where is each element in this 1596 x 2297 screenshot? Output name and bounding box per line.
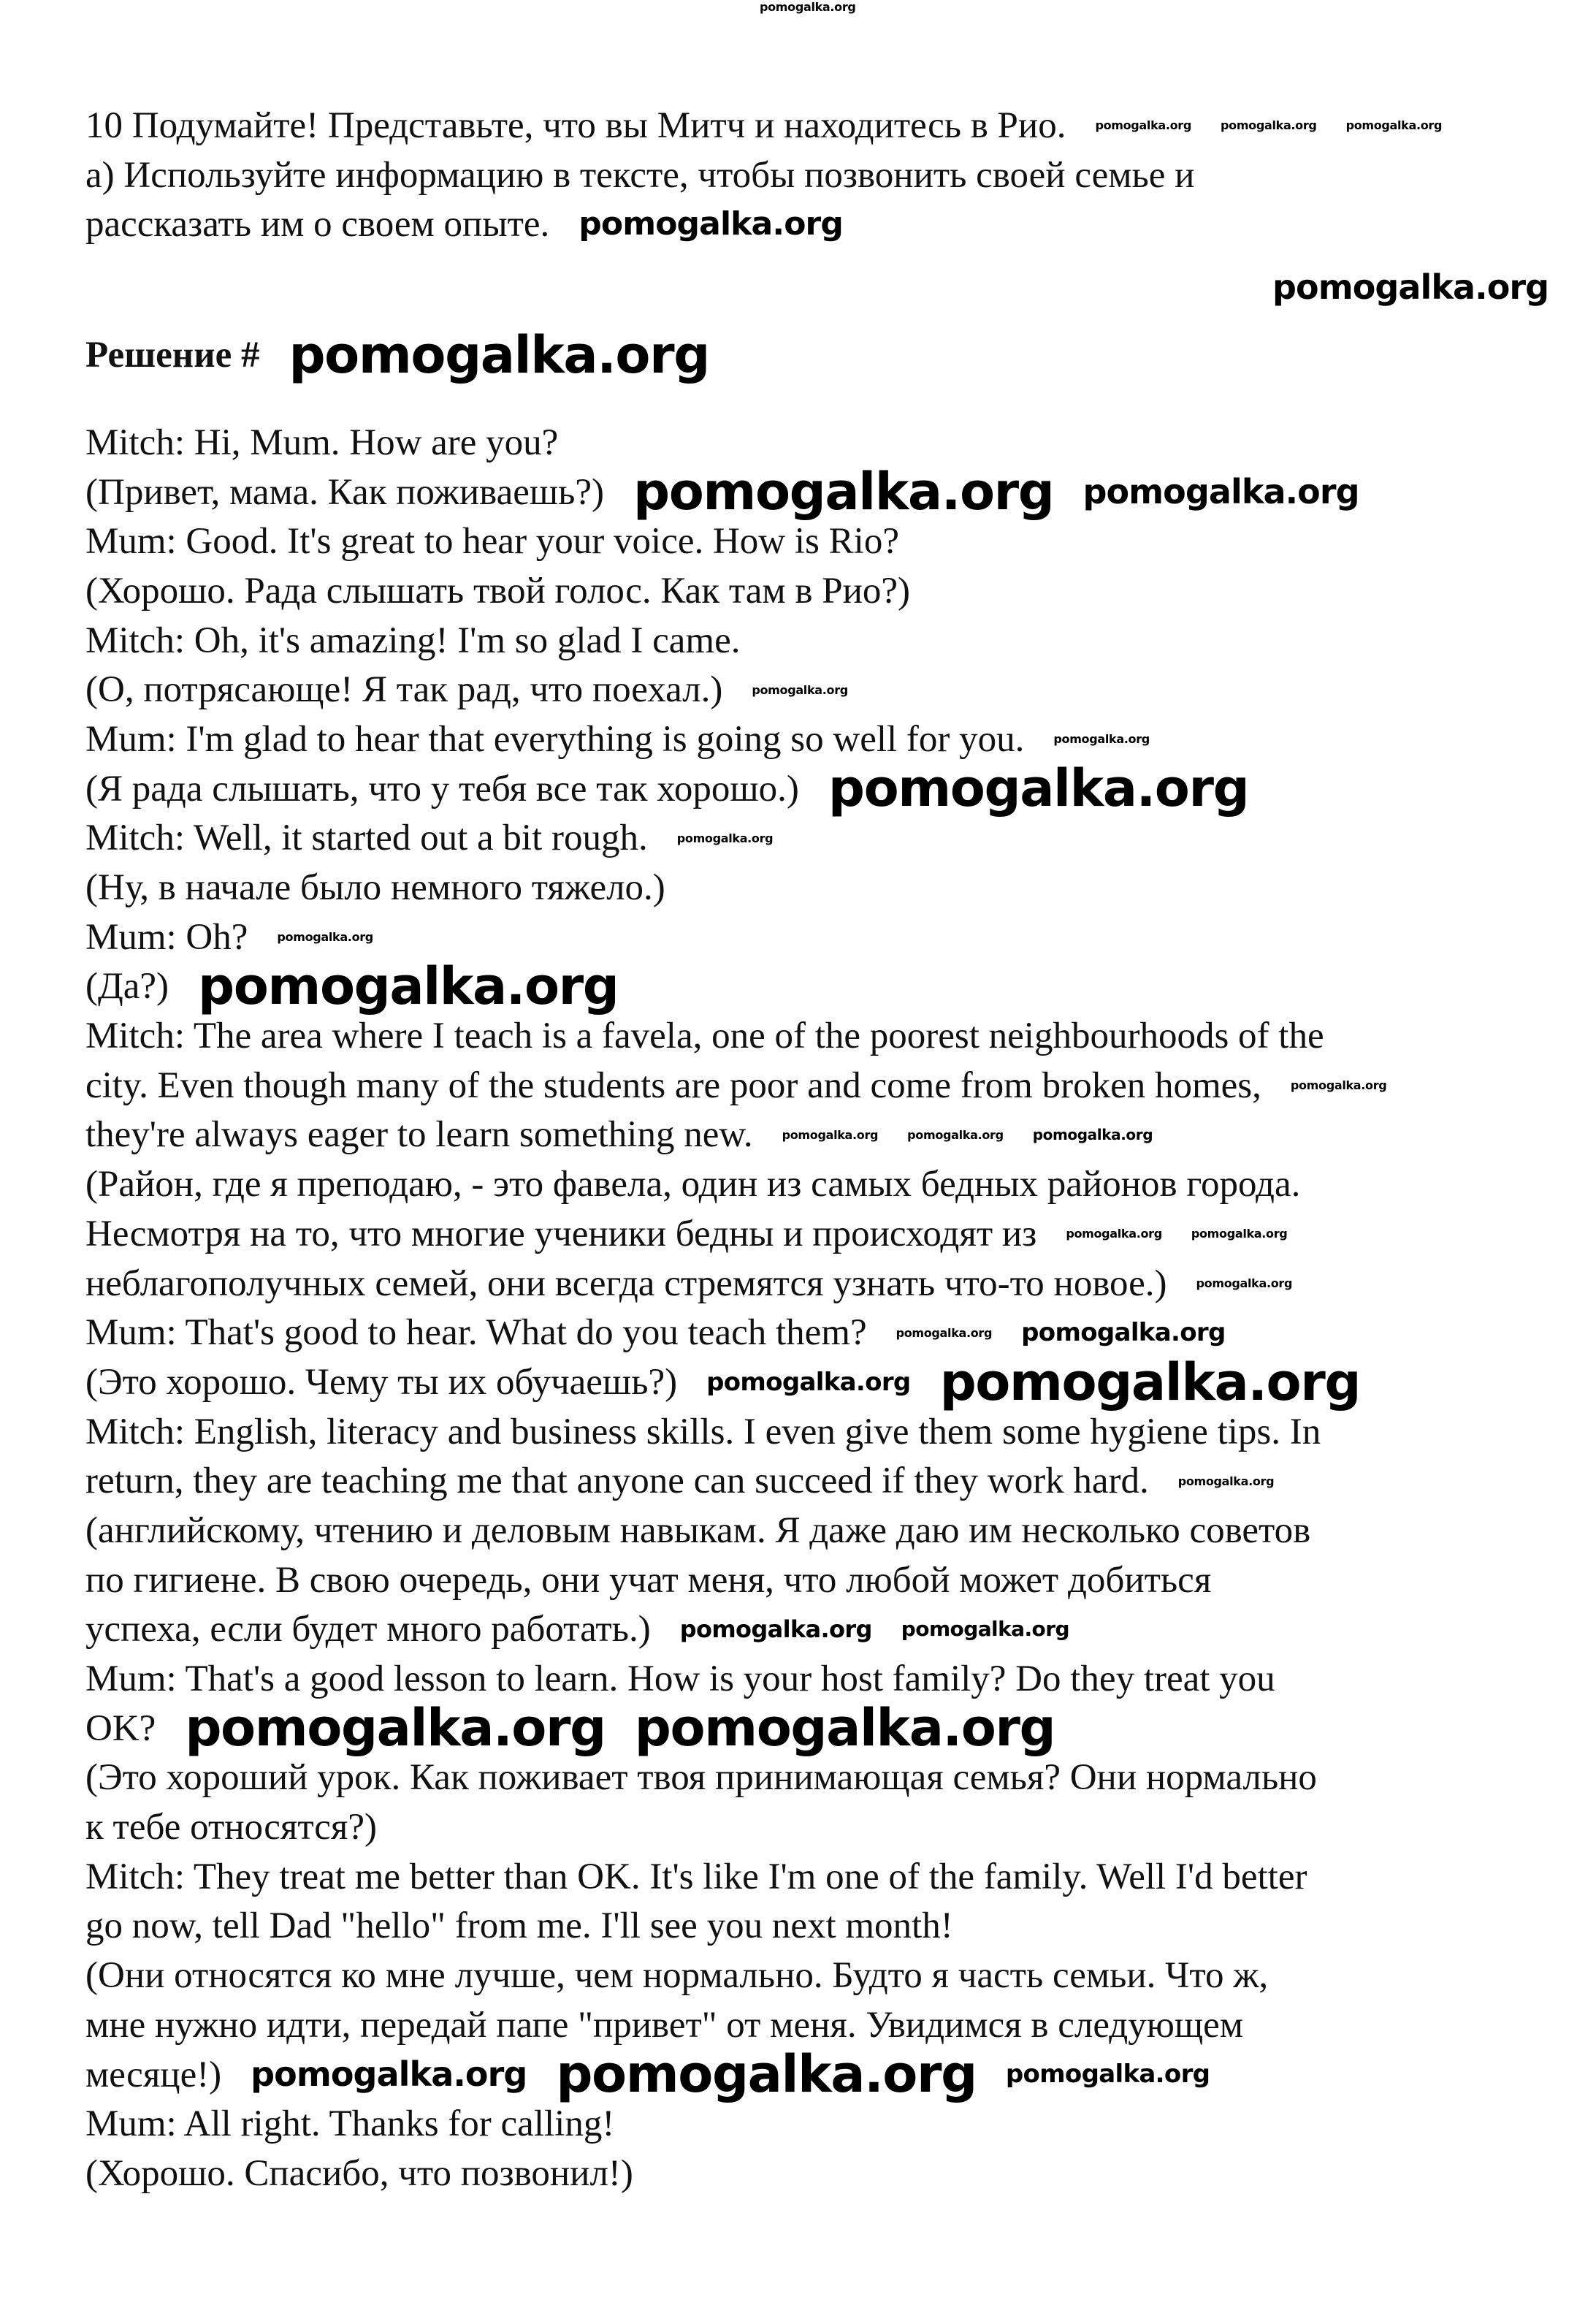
dialog-line — [85, 758, 1386, 819]
dialog-line — [85, 814, 1386, 864]
dialog-line — [85, 2099, 1386, 2149]
task-line — [85, 199, 1442, 249]
dialog-line-text: city. Even though many of the students are poor and come from broken homes, — [85, 1064, 1261, 1106]
task-text — [85, 101, 1442, 249]
solution-heading-row — [85, 324, 709, 385]
solution-heading: Решение # — [85, 334, 260, 376]
dialog-line-text: Mitch: The area where I teach is a favela, one of the poorest neighbourhoods of the — [85, 1016, 1324, 1057]
dialog-line-text: (Да?) — [85, 966, 169, 1007]
dialog-line — [85, 1209, 1386, 1259]
watermark-text: pomogalka.org — [251, 2054, 527, 2094]
dialog-line — [85, 1753, 1386, 1803]
watermark-text: pomogalka.org — [1345, 118, 1443, 133]
watermark-text: pomogalka.org — [1177, 1474, 1275, 1488]
dialog-line-text: (Ну, в начале было немного тяжело.) — [85, 867, 665, 909]
dialog-line-text: Mitch: Well, it started out a bit rough. — [85, 818, 648, 859]
watermark-text: pomogalka.org — [901, 1617, 1069, 1642]
dialog-line-text: Mum: That's a good lesson to learn. How is your host family? Do they treat you — [85, 1658, 1275, 1700]
task-line — [85, 101, 1442, 151]
dialog-line — [85, 462, 1386, 522]
dialog-line-text: по гигиене. В свою очередь, они учат меня, что любой может добиться — [85, 1559, 1212, 1601]
dialog-line — [85, 2044, 1386, 2105]
dialog-line — [85, 418, 1386, 468]
watermark-text: pomogalka.org — [782, 1127, 879, 1142]
dialog-line-text: (Они относятся ко мне лучше, чем нормально. Будто я часть семьи. Что ж, — [85, 1955, 1269, 1997]
dialog-line-text: Mitch: Hi, Mum. How are you? — [85, 422, 559, 463]
dialog-line — [85, 1506, 1386, 1555]
watermark-text: pomogalka.org — [1272, 267, 1549, 307]
watermark-text: pomogalka.org — [556, 2044, 977, 2105]
dialog-line-text: к тебе относятся?) — [85, 1807, 378, 1848]
dialog-line — [85, 1555, 1386, 1605]
dialog-line — [85, 1951, 1386, 2000]
dialog-line — [85, 1605, 1386, 1655]
dialog-line — [85, 1308, 1386, 1357]
dialog-line-text: Mitch: They treat me better than OK. It's like I'm one of the family. Well I'd better — [85, 1856, 1307, 1897]
task-line-text: рассказать им о своем опыте. — [85, 204, 550, 245]
watermark-text: pomogalka.org — [907, 1127, 1004, 1142]
dialog-line-text: неблагополучных семей, они всегда стремятся узнать что-то новое.) — [85, 1262, 1167, 1304]
dialog-line — [85, 1061, 1386, 1111]
watermark-text: pomogalka.org — [289, 324, 709, 385]
dialog-line-text: (Хорошо. Рада слышать твой голос. Как там в Рио?) — [85, 570, 911, 612]
dialog-line — [85, 1111, 1386, 1160]
dialog-line — [85, 566, 1386, 616]
dialog-line — [85, 517, 1386, 566]
watermark-text: pomogalka.org — [752, 682, 848, 697]
watermark-text: pomogalka.org — [1032, 1125, 1153, 1143]
watermark-text: pomogalka.org — [828, 758, 1249, 819]
dialog-line-text: they're always eager to learn something new. — [85, 1114, 753, 1156]
dialog-line — [85, 1654, 1386, 1704]
dialog-line — [85, 913, 1386, 962]
dialog-line-text: Mum: All right. Thanks for calling! — [85, 2103, 615, 2145]
dialog-line — [85, 863, 1386, 913]
dialog-line-text: мне нужно идти, передай папе "привет" от меня. Увидимся в следующем — [85, 2004, 1244, 2046]
dialog-line — [85, 1352, 1386, 1412]
dialog-line-text: успеха, если будет много работать.) — [85, 1609, 651, 1650]
dialog-line — [85, 1011, 1386, 1061]
watermark-text: pomogalka.org — [1053, 732, 1150, 747]
dialog-line-text: Несмотря на то, что многие ученики бедны и происходят из — [85, 1213, 1037, 1254]
dialog-text — [85, 418, 1386, 2198]
dialog-line — [85, 1902, 1386, 1951]
watermark-text: pomogalka.org — [277, 930, 373, 945]
dialog-line — [85, 1407, 1386, 1457]
dialog-line-text: (О, потрясающе! Я так рад, что поехал.) — [85, 669, 723, 711]
dialog-line-text: (Хорошо. Спасибо, что позвонил!) — [85, 2152, 633, 2194]
dialog-line — [85, 1698, 1386, 1759]
dialog-line — [85, 1456, 1386, 1506]
dialog-line-text: Mum: Good. It's great to hear your voice. How is Rio? — [85, 521, 899, 563]
dialog-line — [85, 956, 1386, 1017]
watermark-text: pomogalka.org — [896, 1325, 993, 1340]
watermark-text: pomogalka.org — [1083, 471, 1359, 511]
watermark-text: pomogalka.org — [579, 205, 843, 243]
watermark-text: pomogalka.org — [1221, 118, 1317, 133]
dialog-line-text: Mum: I'm glad to hear that everything is going so well for you. — [85, 718, 1025, 760]
dialog-line-text: (Район, где я преподаю, - это фавела, один из самых бедных районов города. — [85, 1164, 1301, 1205]
dialog-line-text: (Привет, мама. Как поживаешь?) — [85, 471, 604, 513]
dialog-line-text: return, they are teaching me that anyone can succeed if they work hard. — [85, 1460, 1149, 1502]
watermark-text: pomogalka.org — [1290, 1078, 1387, 1093]
dialog-line-text: (Это хорошо. Чему ты их обучаешь?) — [85, 1361, 678, 1403]
dialog-line — [85, 1802, 1386, 1852]
watermark-text: pomogalka.org — [1196, 1276, 1293, 1290]
watermark-text: pomogalka.org — [1095, 118, 1192, 133]
dialog-line — [85, 2000, 1386, 2050]
dialog-line-text: Mum: That's good to hear. What do you teach them? — [85, 1312, 867, 1354]
watermark-text: pomogalka.org — [679, 1615, 872, 1644]
task-line-text: a) Используйте информацию в тексте, чтобы позвонить своей семье и — [85, 154, 1195, 196]
watermark-text: pomogalka.org — [1191, 1227, 1288, 1241]
dialog-line-text: (Я рада слышать, что у тебя все так хорошо.) — [85, 768, 799, 810]
watermark-text: pomogalka.org — [1005, 2060, 1210, 2090]
task-line — [85, 151, 1442, 200]
dialog-line-text: Mitch: English, literacy and business skills. I even give them some hygiene tips. In — [85, 1411, 1321, 1452]
dialog-line-text: месяце!) — [85, 2054, 222, 2095]
watermark-text: pomogalka.org — [633, 462, 1054, 522]
dialog-line — [85, 616, 1386, 666]
dialog-line-text: Mitch: Oh, it's amazing! I'm so glad I came. — [85, 620, 741, 661]
dialog-line — [85, 1852, 1386, 1902]
dialog-line-text: go now, tell Dad "hello" from me. I'll see you next month! — [85, 1905, 953, 1947]
dialog-line — [85, 1259, 1386, 1309]
watermark-text: pomogalka.org — [760, 0, 856, 14]
dialog-line — [85, 2149, 1386, 2198]
dialog-line-text: (Это хороший урок. Как поживает твоя принимающая семья? Они нормально — [85, 1757, 1317, 1799]
dialog-line-text: Mum: Oh? — [85, 916, 248, 958]
watermark-text: pomogalka.org — [185, 1698, 606, 1759]
watermark-text: pomogalka.org — [676, 831, 774, 845]
dialog-line — [85, 665, 1386, 715]
dialog-line-text: (английскому, чтению и деловым навыкам. Я даже даю им несколько советов — [85, 1509, 1311, 1551]
watermark-text: pomogalka.org — [1021, 1318, 1226, 1348]
watermark-text: pomogalka.org — [939, 1352, 1361, 1412]
watermark-text: pomogalka.org — [706, 1367, 911, 1397]
watermark-text: pomogalka.org — [1066, 1227, 1162, 1241]
dialog-line-text: OK? — [85, 1707, 156, 1749]
task-line-text: 10 Подумайте! Представьте, что вы Митч и находитесь в Рио. — [85, 104, 1066, 146]
watermark-text: pomogalka.org — [634, 1698, 1055, 1759]
dialog-line — [85, 715, 1386, 764]
dialog-line — [85, 1159, 1386, 1209]
watermark-text: pomogalka.org — [198, 956, 619, 1017]
solution-line — [85, 324, 709, 385]
